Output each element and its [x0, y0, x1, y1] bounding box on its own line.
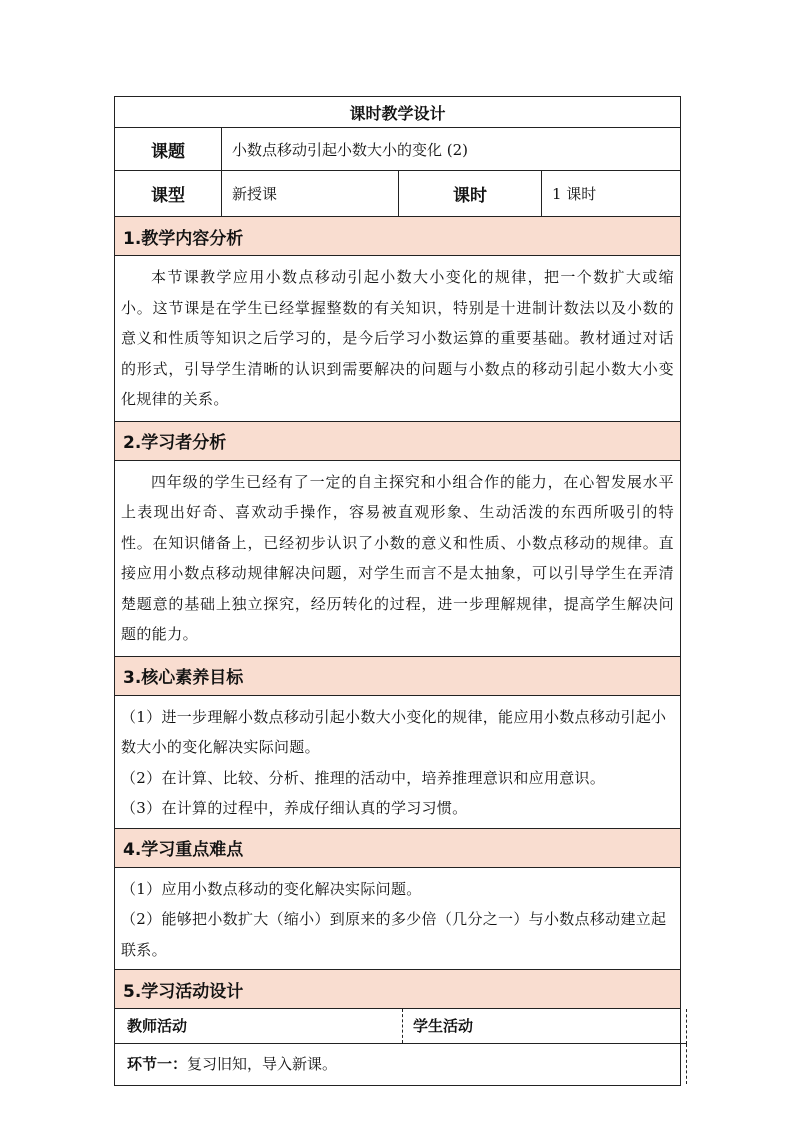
- section-heading-key-points: 4.学习重点难点: [115, 828, 681, 867]
- section-heading-content-analysis: 1.教学内容分析: [115, 217, 681, 256]
- list-item: （1）进一步理解小数点移动引起小数大小变化的规律，能应用小数点移动引起小数大小的变化解决实际问题。: [121, 707, 667, 756]
- section-heading-activity-design: 5.学习活动设计: [115, 970, 681, 1009]
- core-goals-list: [115, 695, 681, 828]
- activity-grid: [115, 1009, 681, 1086]
- key-points-list: [115, 867, 681, 970]
- class-period-value: 1 课时: [542, 171, 681, 217]
- section-heading-learner-analysis: 2.学习者分析: [115, 421, 681, 460]
- stage-text: 复习旧知，导入新课。: [187, 1055, 338, 1073]
- teacher-activity-header: 教师活动: [127, 1017, 188, 1035]
- list-item: （1）应用小数点移动的变化解决实际问题。: [121, 879, 422, 898]
- lesson-type-label: 课型: [115, 171, 222, 217]
- list-item: （2）能够把小数扩大（缩小）到原来的多少倍（几分之一）与小数点移动建立起联系。: [121, 910, 667, 959]
- stage-label: 环节一：: [127, 1055, 188, 1073]
- list-item: （3）在计算的过程中，养成仔细认真的学习习惯。: [121, 799, 468, 817]
- lesson-plan-table: [114, 96, 681, 1086]
- topic-label: 课题: [115, 128, 222, 171]
- content-analysis-text: 本节课教学应用小数点移动引起小数大小变化的规律，把一个数扩大或缩小。这节课是在学生已经掌握整数的有关知识，特别是十进制计数法以及小数的意义和性质等知识之后学习的，是今后学习小数运算的重要基础。教材通过对话的形式，引导学生清晰的认识到需要解决的问题与小数点的移动引起小数大小变化规律的关系。: [121, 268, 675, 408]
- lesson-type-value: 新授课: [222, 171, 399, 217]
- topic-value: 小数点移动引起小数大小的变化 (2): [222, 128, 681, 171]
- section-heading-core-goals: 3.核心素养目标: [115, 656, 681, 695]
- class-period-label: 课时: [399, 171, 542, 217]
- student-activity-header: 学生活动: [413, 1017, 474, 1035]
- column-divider: [402, 1009, 403, 1043]
- activity-stage-row: [115, 1044, 687, 1084]
- learner-analysis-text: 四年级的学生已经有了一定的自主探究和小组合作的能力，在心智发展水平上表现出好奇、喜欢动手操作，容易被直观形象、生动活泼的东西所吸引的特性。在知识储备上，已经初步认识了小数的意义和性质、小数点移动的规律。直接应用小数点移动规律解决问题，对学生而言不是太抽象，可以引导学生在弄清楚题意的基础上独立探究，经历转化的过程，进一步理解规律，提高学生解决问题的能力。: [121, 472, 675, 643]
- content-analysis-body: [115, 256, 681, 422]
- document-title: 课时教学设计: [115, 97, 681, 128]
- activity-header-row: [115, 1009, 687, 1044]
- list-item: （2）在计算、比较、分析、推理的活动中，培养推理意识和应用意识。: [121, 768, 606, 787]
- learner-analysis-body: [115, 460, 681, 656]
- lesson-plan-sheet: [114, 96, 680, 1086]
